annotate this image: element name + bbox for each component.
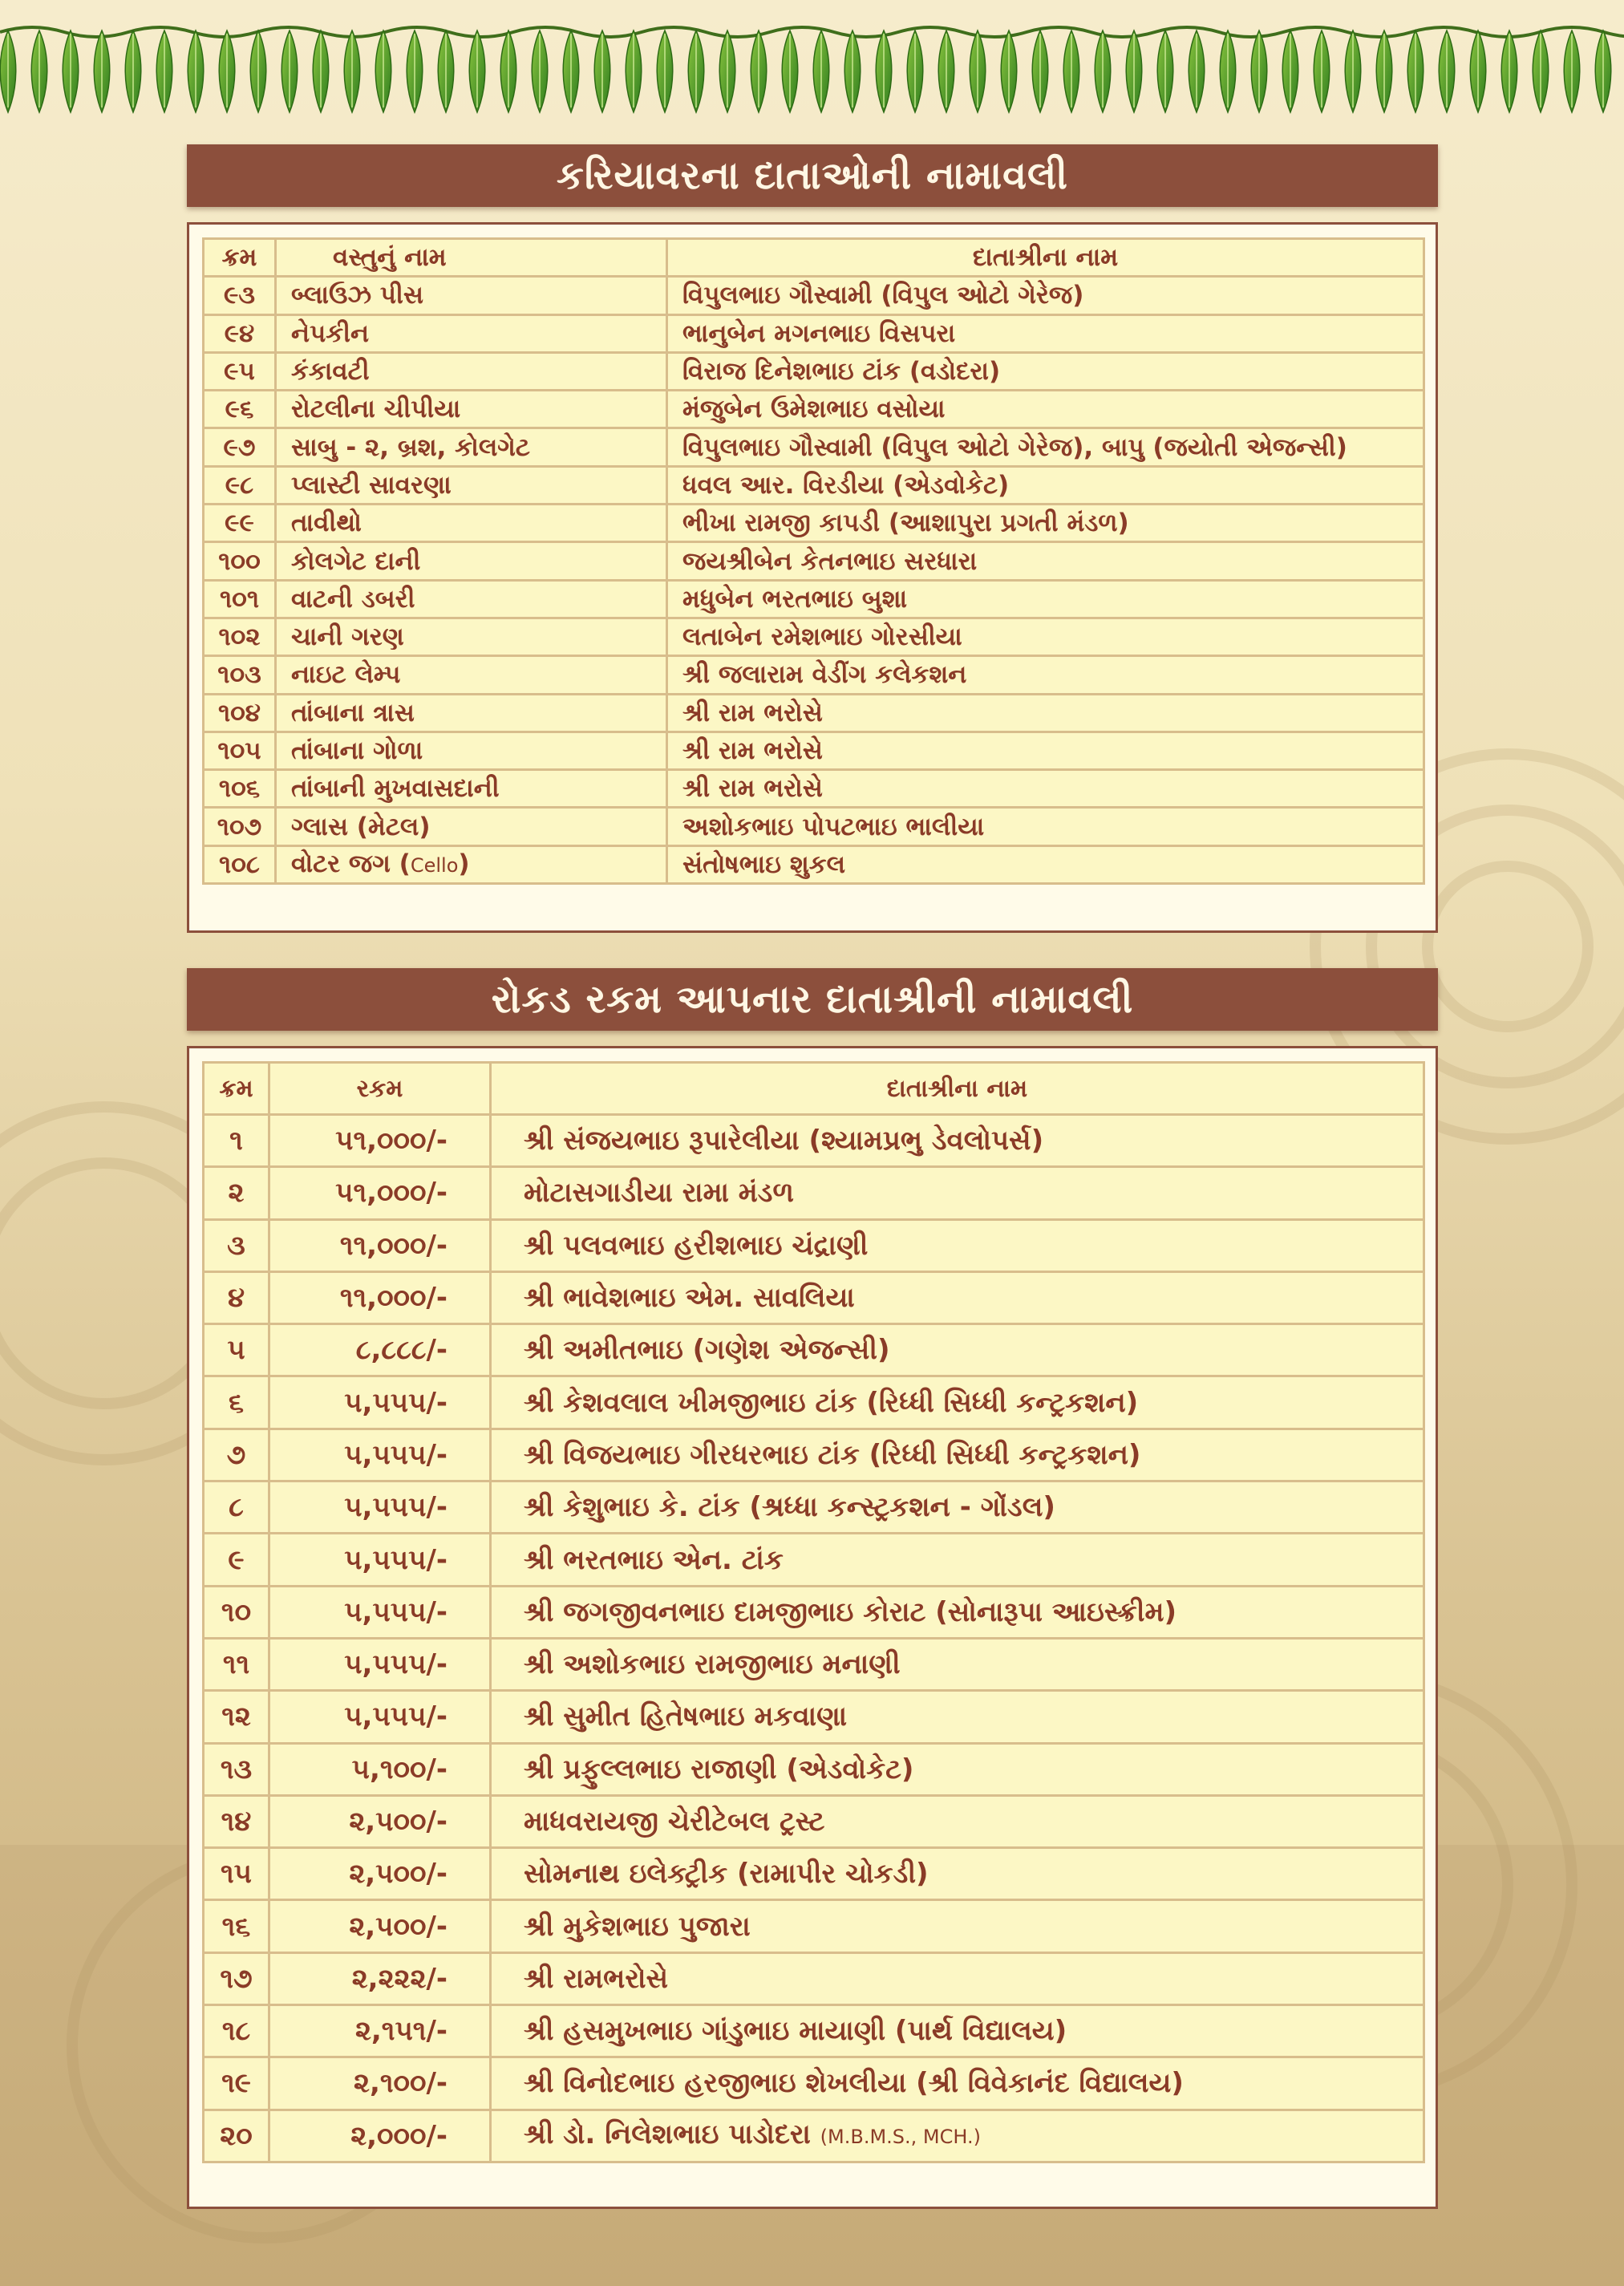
table-row bbox=[204, 1534, 1424, 1586]
row-amount: ૨,૫૦૦/- bbox=[269, 1848, 491, 1900]
row-item: સાબુ - ૨, બ્રશ, કોલગેટ bbox=[276, 428, 667, 466]
row-donor: માધવરાયજી ચેરીટેબલ ટ્રસ્ટ bbox=[491, 1795, 1424, 1847]
table-row bbox=[204, 1795, 1424, 1847]
row-serial: ૧૦૭ bbox=[204, 808, 276, 845]
row-item: કોલગેટ દાની bbox=[276, 542, 667, 580]
row-item bbox=[276, 845, 667, 883]
table-row bbox=[204, 1271, 1424, 1323]
row-donor: શ્રી રામ ભરોસે bbox=[667, 770, 1424, 808]
row-serial: ૧૦૪ bbox=[204, 694, 276, 732]
row-donor: જયશ્રીબેન કેતનભાઇ સરધારા bbox=[667, 542, 1424, 580]
section1-title: કરિયાવરના દાતાઓની નામાવલી bbox=[187, 144, 1438, 207]
table-row bbox=[204, 845, 1424, 883]
row-donor: શ્રી કેશવલાલ ખીમજીભાઇ ટાંક (રિધ્ધી સિધ્ધી કન્ટ્રકશન) bbox=[491, 1376, 1424, 1429]
row-amount: ૨,૫૦૦/- bbox=[269, 1900, 491, 1952]
table-row bbox=[204, 1691, 1424, 1743]
row-amount: ૫,૫૫૫/- bbox=[269, 1481, 491, 1534]
row-amount: ૫,૫૫૫/- bbox=[269, 1691, 491, 1743]
row-donor: શ્રી અમીતભાઇ (ગણેશ એજન્સી) bbox=[491, 1324, 1424, 1376]
row-serial: ૩ bbox=[204, 1219, 269, 1271]
row-item: નેપકીન bbox=[276, 314, 667, 352]
row-serial: ૨૦ bbox=[204, 2110, 269, 2162]
row-serial: ૧૪ bbox=[204, 1795, 269, 1847]
row-item: રોટલીના ચીપીયા bbox=[276, 391, 667, 428]
row-serial: ૧૯ bbox=[204, 2057, 269, 2110]
table-row bbox=[204, 2005, 1424, 2057]
row-donor-degree: (M.B.M.S., MCH.) bbox=[820, 2126, 982, 2149]
row-item: પ્લાસ્ટી સાવરણા bbox=[276, 466, 667, 504]
row-serial: ૧૦૨ bbox=[204, 618, 276, 655]
row-amount: ૨,૧૦૦/- bbox=[269, 2057, 491, 2110]
table-row bbox=[204, 2110, 1424, 2162]
row-item-text: વોટર જગ ( bbox=[291, 849, 411, 878]
row-donor: ભાનુબેન મગનભાઇ વિસપરા bbox=[667, 314, 1424, 352]
header-donor: દાતાશ્રીના નામ bbox=[491, 1063, 1424, 1115]
row-amount: ૮,૮૮૮/- bbox=[269, 1324, 491, 1376]
row-amount: ૧૧,૦૦૦/- bbox=[269, 1219, 491, 1271]
row-serial: ૧૦૧ bbox=[204, 580, 276, 618]
table-row bbox=[204, 1219, 1424, 1271]
row-serial: ૯૩ bbox=[204, 277, 276, 314]
row-serial: ૬ bbox=[204, 1376, 269, 1429]
row-donor: શ્રી રામભરોસે bbox=[491, 1952, 1424, 2004]
table-row bbox=[204, 1586, 1424, 1638]
table-row bbox=[204, 580, 1424, 618]
row-amount: ૨,૨૨૨/- bbox=[269, 1952, 491, 2004]
row-serial: ૧૮ bbox=[204, 2005, 269, 2057]
row-serial: ૯૯ bbox=[204, 505, 276, 542]
row-amount: ૫,૫૫૫/- bbox=[269, 1534, 491, 1586]
table-row bbox=[204, 1376, 1424, 1429]
table-row bbox=[204, 1115, 1424, 1167]
table-row bbox=[204, 391, 1424, 428]
row-serial: ૧૬ bbox=[204, 1900, 269, 1952]
table-row bbox=[204, 808, 1424, 845]
row-donor: શ્રી ભાવેશભાઇ એમ. સાવલિયા bbox=[491, 1271, 1424, 1323]
row-amount: ૧૧,૦૦૦/- bbox=[269, 1271, 491, 1323]
row-donor: વિપુલભાઇ ગૌસ્વામી (વિપુલ ઓટો ગેરેજ) bbox=[667, 277, 1424, 314]
row-serial: ૯૭ bbox=[204, 428, 276, 466]
row-serial: ૧૦૩ bbox=[204, 656, 276, 694]
row-donor: લતાબેન રમેશભાઇ ગોરસીયા bbox=[667, 618, 1424, 655]
header-serial: ક્રમ bbox=[204, 1063, 269, 1115]
dowry-donors-table bbox=[202, 237, 1425, 885]
table-header-row bbox=[204, 239, 1424, 277]
row-donor: શ્રી જલારામ વેડીંગ કલેકશન bbox=[667, 656, 1424, 694]
table-row bbox=[204, 314, 1424, 352]
row-donor: શ્રી કેશુભાઇ કે. ટાંક (શ્રધ્ધા કન્સ્ટ્રકશન - ગોંડલ) bbox=[491, 1481, 1424, 1534]
table-row bbox=[204, 1848, 1424, 1900]
row-serial: ૧૨ bbox=[204, 1691, 269, 1743]
row-amount: ૫,૫૫૫/- bbox=[269, 1586, 491, 1638]
row-amount: ૫૧,૦૦૦/- bbox=[269, 1115, 491, 1167]
row-donor: સોમનાથ ઇલેક્ટ્રીક (રામાપીર ચોકડી) bbox=[491, 1848, 1424, 1900]
row-donor: વિરાજ દિનેશભાઇ ટાંક (વડોદરા) bbox=[667, 352, 1424, 390]
row-serial: ૧૫ bbox=[204, 1848, 269, 1900]
row-donor-name: શ્રી ડો. નિલેશભાઇ પાડોદરા bbox=[524, 2118, 811, 2151]
row-donor: શ્રી અશોકભાઇ રામજીભાઇ મનાણી bbox=[491, 1638, 1424, 1690]
table-row bbox=[204, 1952, 1424, 2004]
row-item: નાઇટ લેમ્પ bbox=[276, 656, 667, 694]
row-amount: ૫,૫૫૫/- bbox=[269, 1429, 491, 1481]
row-donor: શ્રી સુમીત હિતેષભાઇ મકવાણા bbox=[491, 1691, 1424, 1743]
row-serial: ૨ bbox=[204, 1167, 269, 1219]
row-donor: ધવલ આર. વિરડીયા (એડવોકેટ) bbox=[667, 466, 1424, 504]
row-item: કંકાવટી bbox=[276, 352, 667, 390]
row-serial: ૧ bbox=[204, 1115, 269, 1167]
row-item: વાટની ડબરી bbox=[276, 580, 667, 618]
row-donor: શ્રી રામ ભરોસે bbox=[667, 694, 1424, 732]
row-serial: ૧૦૮ bbox=[204, 845, 276, 883]
table-row bbox=[204, 1429, 1424, 1481]
row-donor: શ્રી જગજીવનભાઇ દામજીભાઇ કોરાટ (સોનારૂપા આઇસ્ક્રીમ) bbox=[491, 1586, 1424, 1638]
row-item-brand: Cello bbox=[410, 853, 459, 877]
row-serial: ૧૦૦ bbox=[204, 542, 276, 580]
row-item: બ્લાઉઝ પીસ bbox=[276, 277, 667, 314]
table-row bbox=[204, 1900, 1424, 1952]
table-row bbox=[204, 2057, 1424, 2110]
cash-donors-table bbox=[202, 1061, 1425, 2163]
header-serial: ક્રમ bbox=[204, 239, 276, 277]
table-row bbox=[204, 428, 1424, 466]
row-serial: ૭ bbox=[204, 1429, 269, 1481]
row-item: તાંબાના ગોળા bbox=[276, 732, 667, 769]
row-item: તાવીથો bbox=[276, 505, 667, 542]
row-amount: ૫,૧૦૦/- bbox=[269, 1743, 491, 1795]
table-row bbox=[204, 770, 1424, 808]
row-serial: ૧૭ bbox=[204, 1952, 269, 2004]
row-donor: શ્રી રામ ભરોસે bbox=[667, 732, 1424, 769]
table-row bbox=[204, 1324, 1424, 1376]
table-row bbox=[204, 277, 1424, 314]
row-donor: મંજુબેન ઉમેશભાઇ વસોયા bbox=[667, 391, 1424, 428]
row-donor: શ્રી હસમુખભાઇ ગાંડુભાઇ માયાણી (પાર્થ વિદ્યાલય) bbox=[491, 2005, 1424, 2057]
row-donor: શ્રી પલવભાઇ હરીશભાઇ ચંદ્રાણી bbox=[491, 1219, 1424, 1271]
table-row bbox=[204, 466, 1424, 504]
row-serial: ૧૦૬ bbox=[204, 770, 276, 808]
table-row bbox=[204, 732, 1424, 769]
row-serial: ૧૦૫ bbox=[204, 732, 276, 769]
row-serial: ૪ bbox=[204, 1271, 269, 1323]
row-amount: ૨,૦૦૦/- bbox=[269, 2110, 491, 2162]
row-amount: ૫,૫૫૫/- bbox=[269, 1638, 491, 1690]
row-amount: ૨,૫૦૦/- bbox=[269, 1795, 491, 1847]
row-donor: શ્રી સંજયભાઇ રૂપારેલીયા (શ્યામપ્રભુ ડેવલોપર્સ) bbox=[491, 1115, 1424, 1167]
row-donor: શ્રી પ્રફુલ્લભાઇ રાજાણી (એડવોકેટ) bbox=[491, 1743, 1424, 1795]
table-row bbox=[204, 542, 1424, 580]
row-donor: વિપુલભાઇ ગૌસ્વામી (વિપુલ ઓટો ગેરેજ), બાપુ (જયોતી એજન્સી) bbox=[667, 428, 1424, 466]
row-amount: ૫,૫૫૫/- bbox=[269, 1376, 491, 1429]
row-serial: ૯૬ bbox=[204, 391, 276, 428]
row-serial: ૯ bbox=[204, 1534, 269, 1586]
row-donor: શ્રી ભરતભાઇ એન. ટાંક bbox=[491, 1534, 1424, 1586]
table-row bbox=[204, 1167, 1424, 1219]
header-item: વસ્તુનું નામ bbox=[276, 239, 667, 277]
row-serial: ૧૧ bbox=[204, 1638, 269, 1690]
row-donor: શ્રી વિજયભાઇ ગીરધરભાઇ ટાંક (રિધ્ધી સિધ્ધી કન્ટ્રકશન) bbox=[491, 1429, 1424, 1481]
section2-title: રોકડ રકમ આપનાર દાતાશ્રીની નામાવલી bbox=[187, 968, 1438, 1031]
row-donor: મધુબેન ભરતભાઇ બુશા bbox=[667, 580, 1424, 618]
row-item-close: ) bbox=[458, 849, 470, 878]
section2-table-frame bbox=[187, 1046, 1438, 2209]
table-row bbox=[204, 505, 1424, 542]
row-serial: ૯૪ bbox=[204, 314, 276, 352]
leaf-garland-decoration bbox=[0, 0, 1624, 128]
row-serial: ૯૫ bbox=[204, 352, 276, 390]
row-donor: શ્રી વિનોદભાઇ હરજીભાઇ શેખલીયા (શ્રી વિવેકાનંદ વિદ્યાલય) bbox=[491, 2057, 1424, 2110]
row-item: તાંબાની મુખવાસદાની bbox=[276, 770, 667, 808]
table-row bbox=[204, 1481, 1424, 1534]
table-row bbox=[204, 1638, 1424, 1690]
table-row bbox=[204, 1743, 1424, 1795]
row-serial: ૫ bbox=[204, 1324, 269, 1376]
row-donor: ભીખા રામજી કાપડી (આશાપુરા પ્રગતી મંડળ) bbox=[667, 505, 1424, 542]
row-donor: સંતોષભાઇ શુકલ bbox=[667, 845, 1424, 883]
row-donor: શ્રી મુકેશભાઇ પુજારા bbox=[491, 1900, 1424, 1952]
row-serial: ૯૮ bbox=[204, 466, 276, 504]
table-row bbox=[204, 352, 1424, 390]
section1-table-frame bbox=[187, 222, 1438, 933]
table-row bbox=[204, 618, 1424, 655]
row-donor bbox=[491, 2110, 1424, 2162]
row-item: ચાની ગરણ bbox=[276, 618, 667, 655]
row-serial: ૧૩ bbox=[204, 1743, 269, 1795]
row-item: તાંબાના ત્રાસ bbox=[276, 694, 667, 732]
row-amount: ૨,૧૫૧/- bbox=[269, 2005, 491, 2057]
row-serial: ૮ bbox=[204, 1481, 269, 1534]
row-item: ગ્લાસ (મેટલ) bbox=[276, 808, 667, 845]
table-header-row bbox=[204, 1063, 1424, 1115]
row-donor: અશોકભાઇ પોપટભાઇ ભાલીયા bbox=[667, 808, 1424, 845]
header-donor: દાતાશ્રીના નામ bbox=[667, 239, 1424, 277]
row-amount: ૫૧,૦૦૦/- bbox=[269, 1167, 491, 1219]
header-amount: રકમ bbox=[269, 1063, 491, 1115]
table-row bbox=[204, 694, 1424, 732]
row-donor: મોટાસગાડીયા રામા મંડળ bbox=[491, 1167, 1424, 1219]
row-serial: ૧૦ bbox=[204, 1586, 269, 1638]
table-row bbox=[204, 656, 1424, 694]
